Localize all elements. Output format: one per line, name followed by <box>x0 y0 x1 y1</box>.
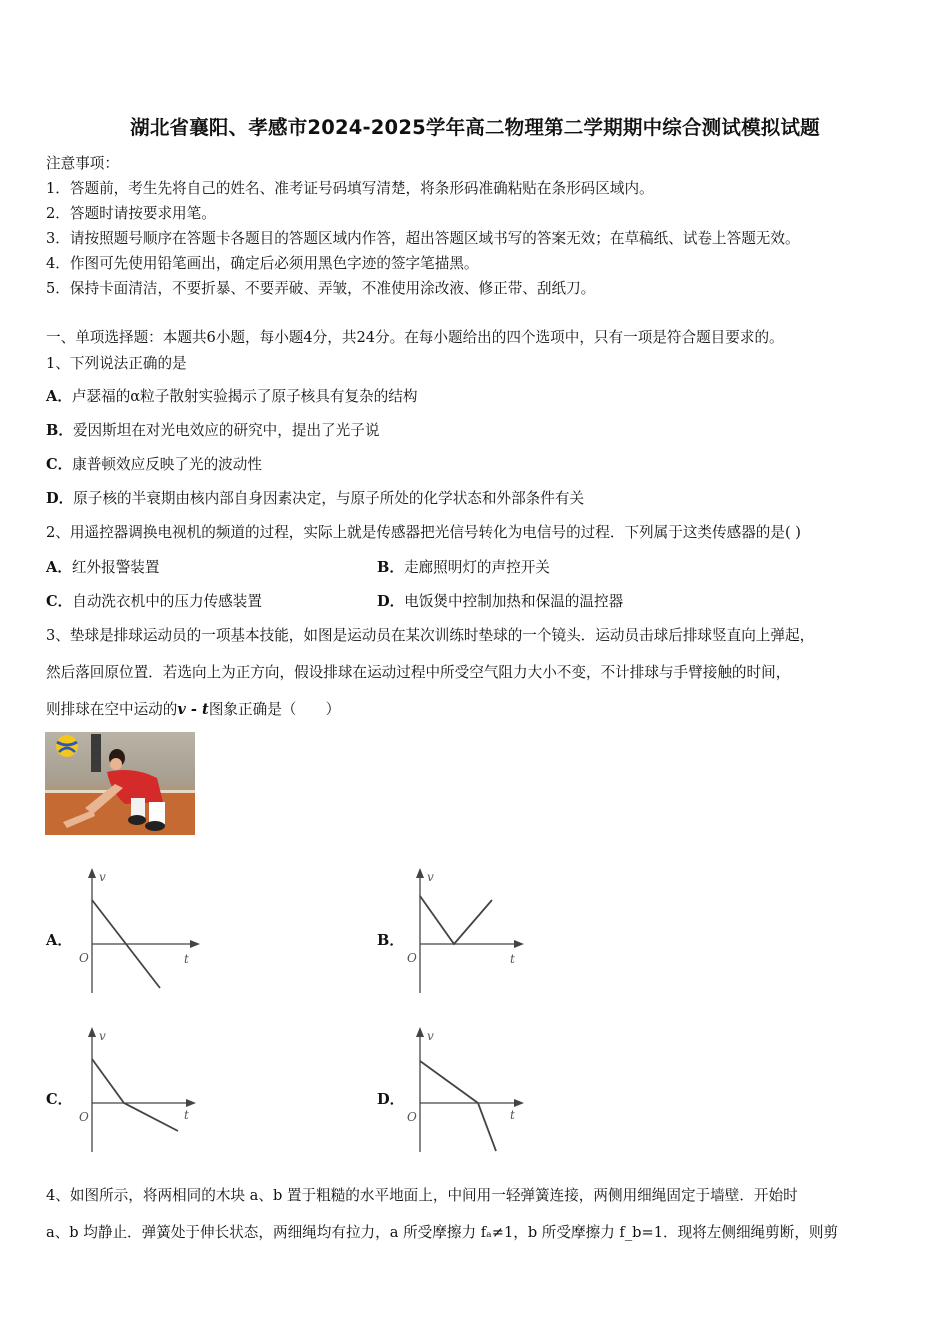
option-label: D． <box>46 490 74 507</box>
option-label: D． <box>377 593 405 610</box>
graph-c-label: C． <box>46 1091 73 1108</box>
t-axis-label: t <box>510 1108 515 1122</box>
vt-graph-a <box>74 866 204 996</box>
option-text: 卢瑟福的α粒子散射实验揭示了原子核具有复杂的结构 <box>71 388 418 405</box>
vt-symbol: v - t <box>177 701 209 718</box>
question-2-option-d <box>377 590 623 611</box>
option-text: 走廊照明灯的声控开关 <box>403 559 550 576</box>
origin-label: O <box>79 1110 89 1124</box>
question-3-line: 然后落回原位置．若选向上为正方向，假设排球在运动过程中所受空气阻力大小不变，不计排球与手臂接触的时间， <box>46 664 791 681</box>
question-3-line <box>46 698 340 719</box>
question-1-option-b <box>46 419 379 440</box>
question-4-line: 4、如图所示，将两相同的木块 a、b 置于粗糙的水平地面上，中间用一轻弹簧连接，两侧用细绳固定于墙壁．开始时 <box>46 1187 798 1204</box>
section-heading: 一、单项选择题：本题共6小题，每小题4分，共24分。在每小题给出的四个选项中，只有一项是符合题目要求的。 <box>46 329 784 346</box>
option-label: B． <box>46 422 73 439</box>
vt-graph-b <box>402 866 532 996</box>
question-1-option-d <box>46 487 584 508</box>
notice-item: 4．作图可先使用铅笔画出，确定后必须用黑色字迹的签字笔描黑。 <box>46 255 479 272</box>
question-2-stem: 2、用遥控器调换电视机的频道的过程，实际上就是传感器把光信号转化为电信号的过程．下列属于这类传感器的是( ) <box>46 524 802 541</box>
t-axis-label: t <box>510 952 515 966</box>
option-text: 爱因斯坦在对光电效应的研究中，提出了光子说 <box>72 422 380 439</box>
option-label: A． <box>46 559 72 576</box>
graph-d-label: D． <box>377 1091 405 1108</box>
velocity-line <box>420 896 492 944</box>
page-title: 湖北省襄阳、孝感市2024-2025学年高二物理第二学期期中综合测试模拟试题 <box>130 116 820 139</box>
t-axis-label: t <box>184 952 189 966</box>
notice-heading: 注意事项： <box>46 155 119 172</box>
origin-label: O <box>79 951 89 965</box>
option-label: C． <box>46 456 73 473</box>
v-axis-label: v <box>427 870 434 884</box>
question-2-option-b <box>377 556 550 577</box>
vt-graph-c <box>74 1025 204 1155</box>
velocity-line <box>420 1061 496 1151</box>
option-label: B． <box>377 559 404 576</box>
question-2-option-a <box>46 556 160 577</box>
origin-label: O <box>407 1110 417 1124</box>
option-text: 原子核的半衰期由核内部自身因素决定，与原子所处的化学状态和外部条件有关 <box>73 490 585 507</box>
v-axis-label: v <box>99 1029 106 1043</box>
t-axis-label: t <box>184 1108 189 1122</box>
option-text: 自动洗衣机中的压力传感装置 <box>72 593 262 610</box>
notice-item: 1．答题前，考生先将自己的姓名、准考证号码填写清楚，将条形码准确粘贴在条形码区域内。 <box>46 180 654 197</box>
question-1-option-c <box>46 453 262 474</box>
option-text: 康普顿效应反映了光的波动性 <box>72 456 262 473</box>
question-3-text: 则排球在空中运动的 <box>46 701 178 718</box>
origin-label: O <box>407 951 417 965</box>
question-3-line: 3、垫球是排球运动员的一项基本技能，如图是运动员在某次训练时垫球的一个镜头．运动员击球后排球竖直向上弹起， <box>46 627 815 644</box>
question-3-text: 图象正确是（ ） <box>208 701 341 718</box>
notice-item: 5．保持卡面清洁，不要折暴、不要弄破、弄皱，不准使用涂改液、修正带、刮纸刀。 <box>46 280 596 297</box>
notice-item: 2．答题时请按要求用笔。 <box>46 205 216 222</box>
option-text: 电饭煲中控制加热和保温的温控器 <box>404 593 624 610</box>
v-axis-label: v <box>99 870 106 884</box>
question-2-option-c <box>46 590 262 611</box>
option-text: 红外报警装置 <box>71 559 160 576</box>
question-1-stem: 1、下列说法正确的是 <box>46 355 187 372</box>
volleyball-photo <box>45 732 195 835</box>
question-4-line: a、b 均静止．弹簧处于伸长状态，两细绳均有拉力，a 所受摩擦力 fₐ≠1，b 所受摩擦力 f_b=1．现将左侧细绳剪断，则剪 <box>46 1224 839 1241</box>
question-1-option-a <box>46 385 417 406</box>
graph-b-label: B． <box>377 932 404 949</box>
option-label: A． <box>46 388 72 405</box>
velocity-line <box>92 1059 178 1131</box>
vt-graph-d <box>402 1025 532 1155</box>
option-label: C． <box>46 593 73 610</box>
graph-a-label: A． <box>46 932 72 949</box>
v-axis-label: v <box>427 1029 434 1043</box>
notice-item: 3．请按照题号顺序在答题卡各题目的答题区域内作答，超出答题区域书写的答案无效；在草稿纸、试卷上答题无效。 <box>46 230 800 247</box>
